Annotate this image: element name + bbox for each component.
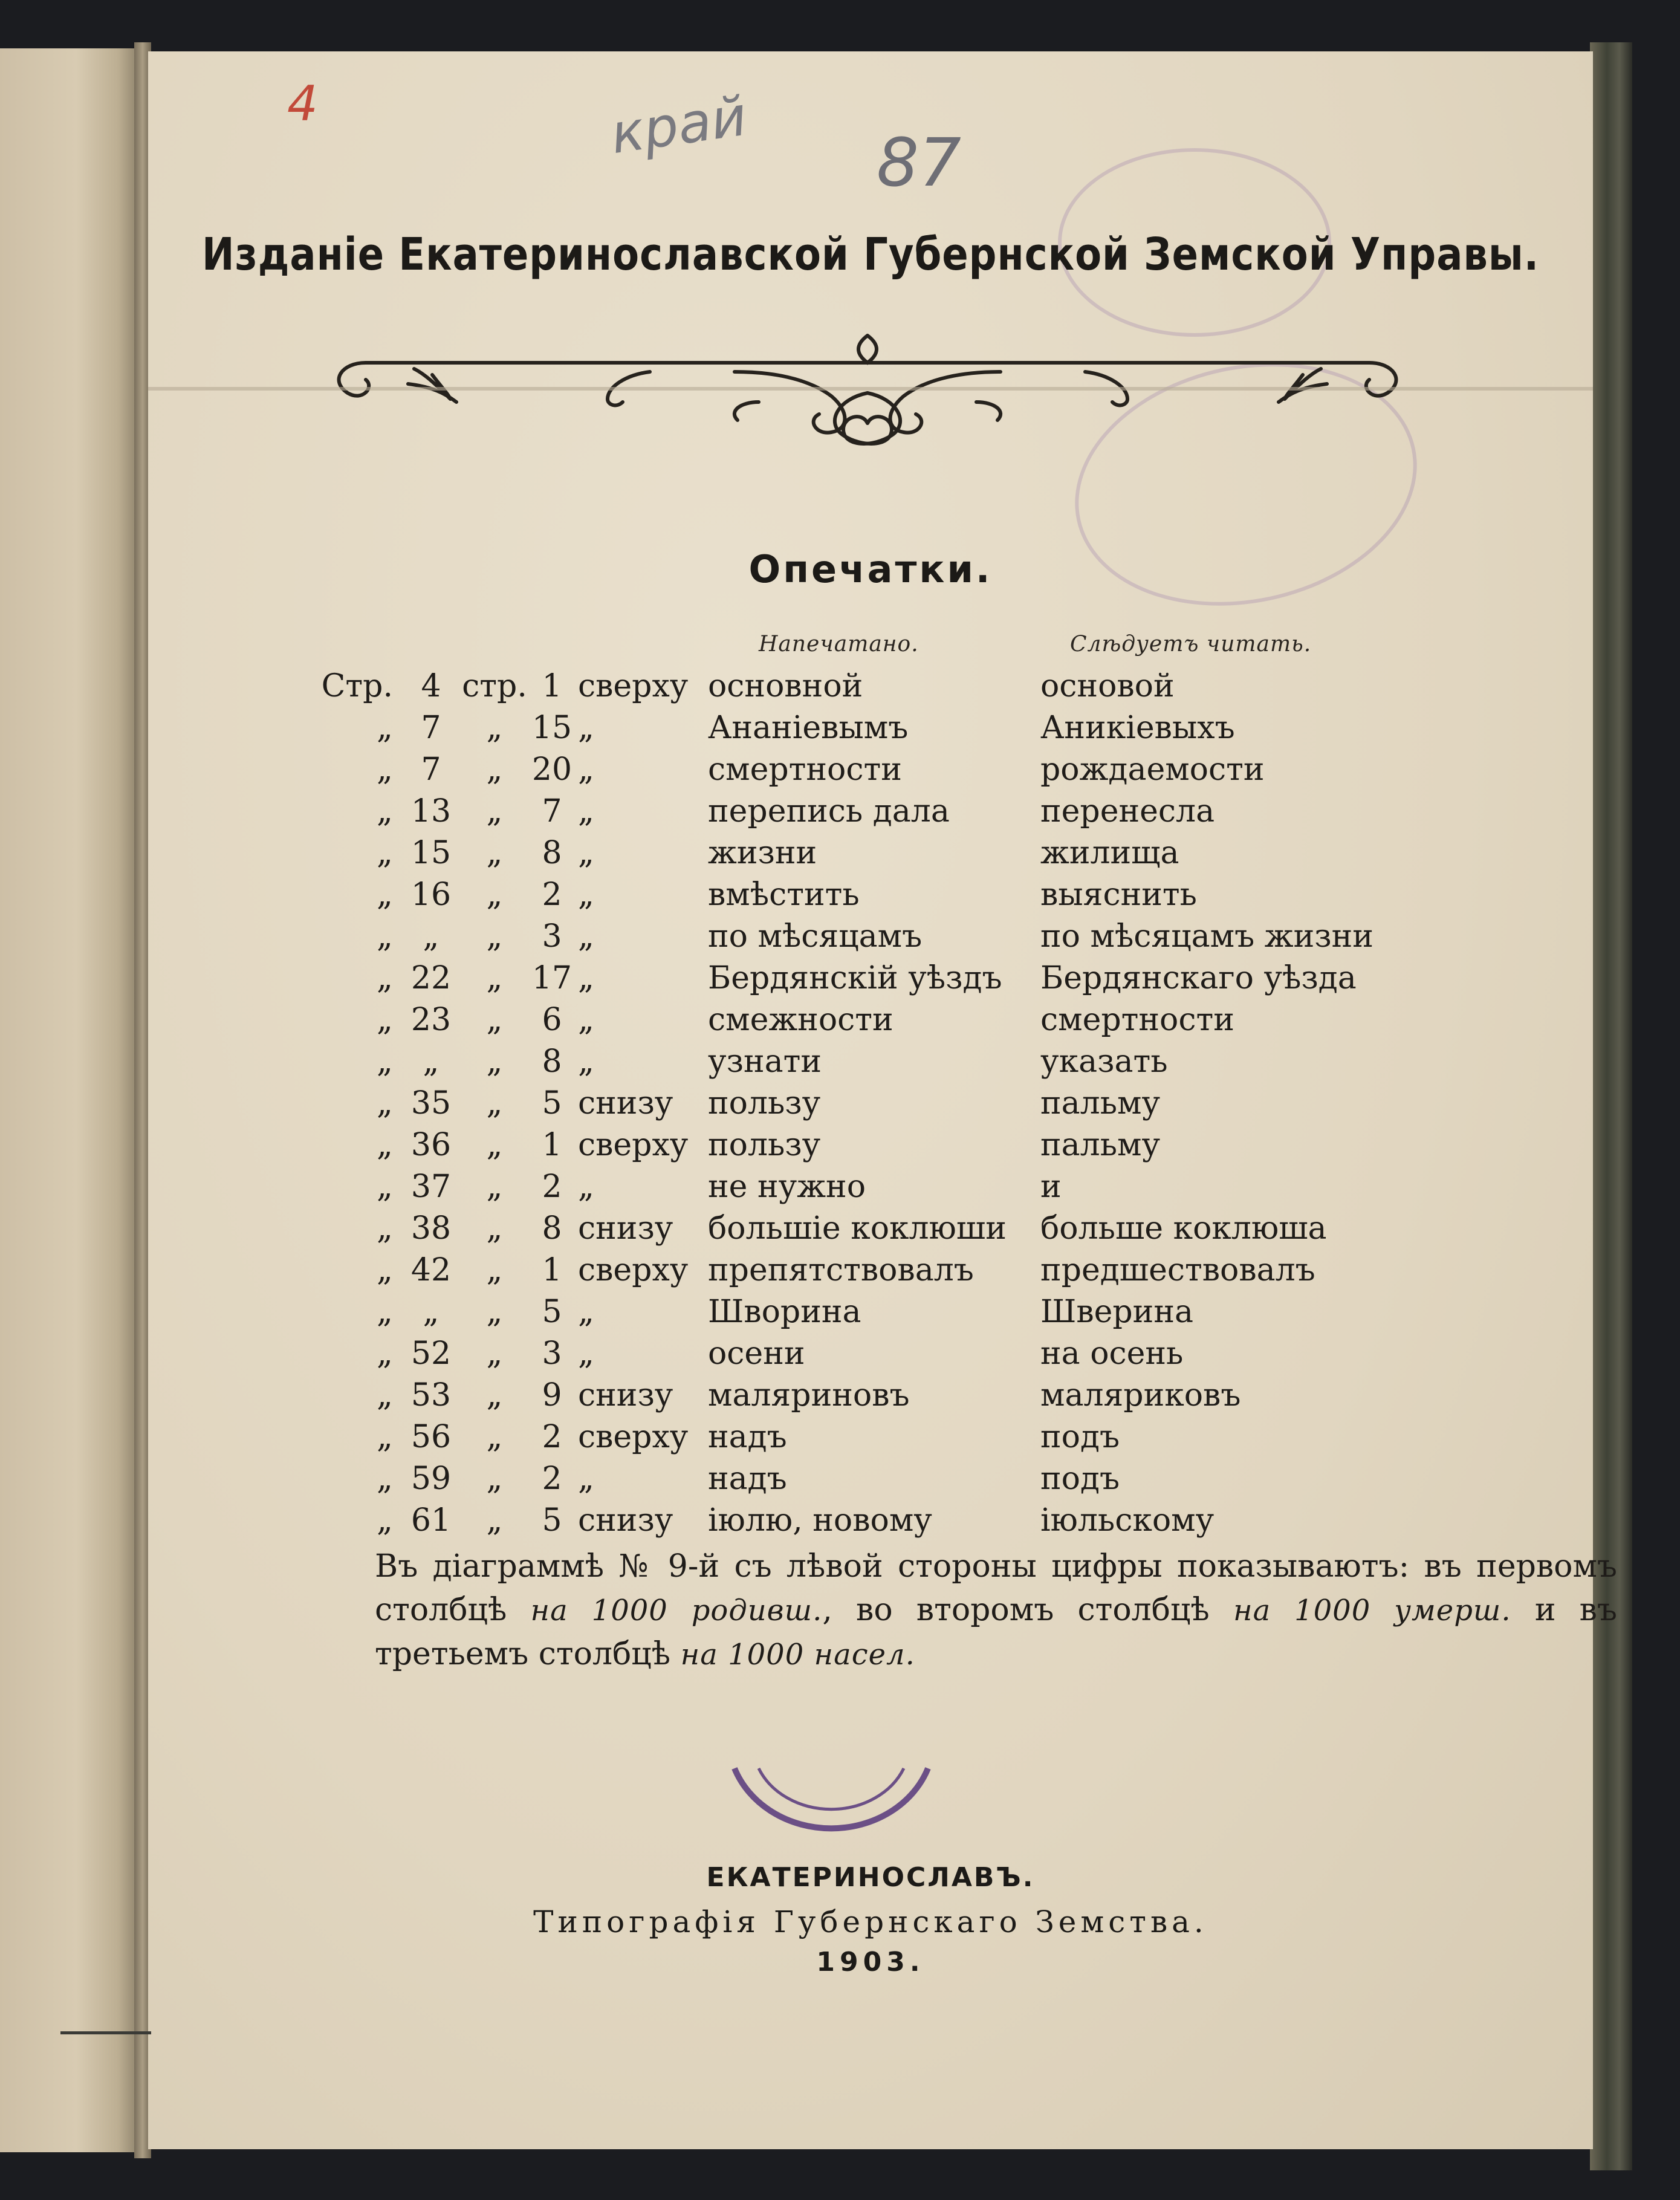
row-direction: сверху [578, 667, 689, 704]
row-read: маляриковъ [1040, 1377, 1241, 1413]
row-direction: „ [578, 959, 594, 996]
row-line-label: „ [486, 1251, 503, 1288]
row-direction: снизу [578, 1085, 673, 1121]
row-printed: осени [708, 1335, 805, 1372]
row-page-label: „ [377, 1251, 393, 1288]
row-page-label: „ [377, 1460, 393, 1497]
row-read: Бердянскаго уѣзда [1040, 959, 1357, 996]
row-line-label: „ [486, 1085, 503, 1121]
row-printed: Шворина [708, 1293, 861, 1330]
row-line: 1 [542, 1126, 562, 1163]
diagram-note [375, 1545, 1617, 1676]
row-line-label: „ [486, 1293, 503, 1330]
row-direction: „ [578, 834, 594, 871]
row-read: жилища [1040, 834, 1179, 871]
row-printed: маляриновъ [708, 1377, 910, 1413]
row-line-label: „ [486, 1001, 503, 1038]
note-emphasis-3: на 1000 насел. [680, 1638, 915, 1672]
table-row [302, 999, 1415, 1040]
row-read: и [1040, 1168, 1062, 1205]
row-page-label: „ [377, 1377, 393, 1413]
row-line: 2 [542, 1418, 562, 1455]
row-read: рождаемости [1040, 751, 1265, 788]
row-line: 1 [542, 1251, 562, 1288]
row-page: „ [423, 1043, 439, 1080]
row-direction: снизу [578, 1210, 673, 1247]
note-text-1: Въ діаграммѣ № 9-й съ лѣвой стороны цифры показываютъ: въ первомъ столбцѣ [375, 1548, 1617, 1628]
row-printed: перепись дала [708, 793, 950, 829]
row-line-label: „ [486, 751, 503, 788]
note-text-3: и въ третьемъ столбцѣ [375, 1592, 1618, 1672]
row-page-label: „ [377, 1293, 393, 1330]
row-line: 3 [542, 918, 562, 955]
row-page: 53 [410, 1377, 452, 1413]
row-page-label: „ [377, 1210, 393, 1247]
document-page [148, 51, 1618, 2149]
row-page: 38 [410, 1210, 452, 1247]
row-line: 7 [542, 793, 562, 829]
row-page: 36 [410, 1126, 452, 1163]
row-line: 3 [542, 1335, 562, 1372]
row-printed: жизни [708, 834, 817, 871]
row-direction: „ [578, 1335, 594, 1372]
row-printed: большіе коклюши [708, 1210, 1007, 1247]
table-row [302, 1207, 1415, 1249]
row-read: предшествовалъ [1040, 1251, 1315, 1288]
row-printed: іюлю, новому [708, 1502, 932, 1539]
row-direction: „ [578, 876, 594, 913]
table-row [302, 915, 1415, 957]
row-line-label: „ [486, 1043, 503, 1080]
row-printed: надъ [708, 1418, 787, 1455]
row-line-label: „ [486, 1210, 503, 1247]
row-line-label: „ [486, 1502, 503, 1539]
row-page-label: „ [377, 834, 393, 871]
row-line-label: стр. [462, 667, 527, 704]
table-row [302, 1124, 1415, 1166]
row-page: 15 [410, 834, 452, 871]
row-line-label: „ [486, 959, 503, 996]
row-printed: препятствовалъ [708, 1251, 974, 1288]
row-page: 7 [421, 709, 441, 746]
row-printed: вмѣстить [708, 876, 860, 913]
row-read: выяснить [1040, 876, 1197, 913]
row-printed: пользу [708, 1126, 821, 1163]
row-read: по мѣсяцамъ жизни [1040, 918, 1374, 955]
column-header-printed: Напечатано. [759, 632, 919, 657]
table-row [302, 1499, 1415, 1541]
row-page-label: „ [377, 751, 393, 788]
row-line: 15 [531, 709, 572, 746]
row-line: 5 [542, 1293, 562, 1330]
row-direction: „ [578, 918, 594, 955]
note-text-2: , во второмъ столбцѣ [822, 1592, 1233, 1628]
row-read: подъ [1040, 1460, 1120, 1497]
row-page: 42 [410, 1251, 452, 1288]
table-row [302, 1416, 1415, 1458]
row-page-label: „ [377, 1001, 393, 1038]
table-row [302, 1082, 1415, 1124]
row-printed: надъ [708, 1460, 787, 1497]
row-printed: смертности [708, 751, 902, 788]
row-line: 5 [542, 1502, 562, 1539]
row-page: 16 [410, 876, 452, 913]
table-row [302, 1374, 1415, 1416]
row-direction: „ [578, 1293, 594, 1330]
row-line-label: „ [486, 1377, 503, 1413]
margin-mark [60, 2031, 151, 2034]
row-line: 2 [542, 1460, 562, 1497]
row-line-label: „ [486, 876, 503, 913]
table-row [302, 1332, 1415, 1374]
row-page: 52 [410, 1335, 452, 1372]
row-line-label: „ [486, 1418, 503, 1455]
table-row [302, 1249, 1415, 1291]
row-direction: „ [578, 1168, 594, 1205]
row-read: пальму [1040, 1126, 1161, 1163]
row-printed: основной [708, 667, 863, 704]
row-page: 23 [410, 1001, 452, 1038]
errata-title: Опечатки. [748, 547, 993, 591]
pencil-note-word: край [606, 84, 751, 167]
table-row [302, 707, 1415, 748]
table-row [302, 832, 1415, 874]
red-page-number: 4 [287, 76, 318, 132]
row-read: основой [1040, 667, 1175, 704]
note-emphasis-2: на 1000 умерш. [1233, 1594, 1511, 1627]
book-cover-edge [1590, 42, 1632, 2170]
row-printed: Ананіевымъ [708, 709, 909, 746]
row-line: 17 [531, 959, 572, 996]
row-line-label: „ [486, 1168, 503, 1205]
row-line: 9 [542, 1377, 562, 1413]
row-direction: „ [578, 1001, 594, 1038]
row-line-label: „ [486, 1335, 503, 1372]
row-page: 61 [410, 1502, 452, 1539]
row-printed: не нужно [708, 1168, 866, 1205]
row-read: Аникіевыхъ [1040, 709, 1235, 746]
row-page-label: „ [377, 793, 393, 829]
row-line-label: „ [486, 918, 503, 955]
table-row [302, 665, 1415, 707]
row-read: перенесла [1040, 793, 1215, 829]
row-printed: смежности [708, 1001, 894, 1038]
row-page: 7 [421, 751, 441, 788]
table-row [302, 748, 1415, 790]
row-direction: „ [578, 1043, 594, 1080]
row-direction: сверху [578, 1251, 689, 1288]
library-stamp-icon [722, 1762, 940, 1865]
row-printed: по мѣсяцамъ [708, 918, 923, 955]
table-row [302, 1040, 1415, 1082]
row-read: на осень [1040, 1335, 1184, 1372]
row-line: 20 [531, 751, 572, 788]
row-line: 2 [542, 1168, 562, 1205]
row-page: 59 [410, 1460, 452, 1497]
row-line-label: „ [486, 1126, 503, 1163]
row-page: „ [423, 1293, 439, 1330]
row-direction: сверху [578, 1126, 689, 1163]
row-read: іюльскому [1040, 1502, 1215, 1539]
publisher-heading: Изданіе Екатеринославской Губернской Земской Управы. [201, 229, 1540, 281]
row-line: 2 [542, 876, 562, 913]
row-direction: „ [578, 709, 594, 746]
row-page: 56 [410, 1418, 452, 1455]
row-page: 4 [421, 667, 441, 704]
row-read: больше коклюша [1040, 1210, 1327, 1247]
ornament-divider-icon [311, 336, 1424, 456]
row-page-label: „ [377, 709, 393, 746]
table-row [302, 957, 1415, 999]
row-line-label: „ [486, 1460, 503, 1497]
row-direction: „ [578, 793, 594, 829]
page-divider [148, 387, 1593, 391]
row-page-label: „ [377, 1418, 393, 1455]
row-page-label: „ [377, 959, 393, 996]
row-page: „ [423, 918, 439, 955]
errata-table [302, 665, 1415, 1541]
imprint-year: 1903. [816, 1947, 925, 1978]
row-page-label: „ [377, 1126, 393, 1163]
row-direction: снизу [578, 1377, 673, 1413]
column-header-read: Слѣдуетъ читать. [1070, 632, 1312, 657]
row-page-label: „ [377, 1043, 393, 1080]
row-line: 8 [542, 1210, 562, 1247]
row-page: 35 [410, 1085, 452, 1121]
row-page-label: „ [377, 1335, 393, 1372]
row-page-label: „ [377, 1168, 393, 1205]
row-direction: „ [578, 751, 594, 788]
row-page-label: Стр. [321, 667, 393, 704]
row-direction: сверху [578, 1418, 689, 1455]
row-line-label: „ [486, 709, 503, 746]
row-page: 22 [410, 959, 452, 996]
row-page-label: „ [377, 876, 393, 913]
table-row [302, 874, 1415, 915]
row-page-label: „ [377, 1502, 393, 1539]
row-printed: Бердянскій уѣздъ [708, 959, 1002, 996]
table-row [302, 1291, 1415, 1332]
row-printed: пользу [708, 1085, 821, 1121]
table-row [302, 1458, 1415, 1499]
imprint-city: ЕКАТЕРИНОСЛАВЪ. [706, 1862, 1035, 1893]
row-read: указать [1040, 1043, 1168, 1080]
table-row [302, 1166, 1415, 1207]
row-page-label: „ [377, 1085, 393, 1121]
row-read: Шверина [1040, 1293, 1193, 1330]
pencil-note-number: 87 [877, 124, 961, 201]
row-page: 37 [410, 1168, 452, 1205]
row-page: 13 [410, 793, 452, 829]
note-emphasis-1: на 1000 родивш. [530, 1594, 823, 1627]
row-read: подъ [1040, 1418, 1120, 1455]
row-line-label: „ [486, 834, 503, 871]
row-direction: „ [578, 1460, 594, 1497]
row-line: 1 [542, 667, 562, 704]
row-line: 8 [542, 834, 562, 871]
row-printed: узнати [708, 1043, 822, 1080]
row-direction: снизу [578, 1502, 673, 1539]
imprint-press: Типографія Губернскаго Земства. [533, 1904, 1208, 1939]
row-read: пальму [1040, 1085, 1161, 1121]
row-line: 6 [542, 1001, 562, 1038]
row-read: смертности [1040, 1001, 1234, 1038]
row-page-label: „ [377, 918, 393, 955]
row-line: 5 [542, 1085, 562, 1121]
row-line: 8 [542, 1043, 562, 1080]
row-line-label: „ [486, 793, 503, 829]
left-page-edge [0, 48, 139, 2152]
table-row [302, 790, 1415, 832]
